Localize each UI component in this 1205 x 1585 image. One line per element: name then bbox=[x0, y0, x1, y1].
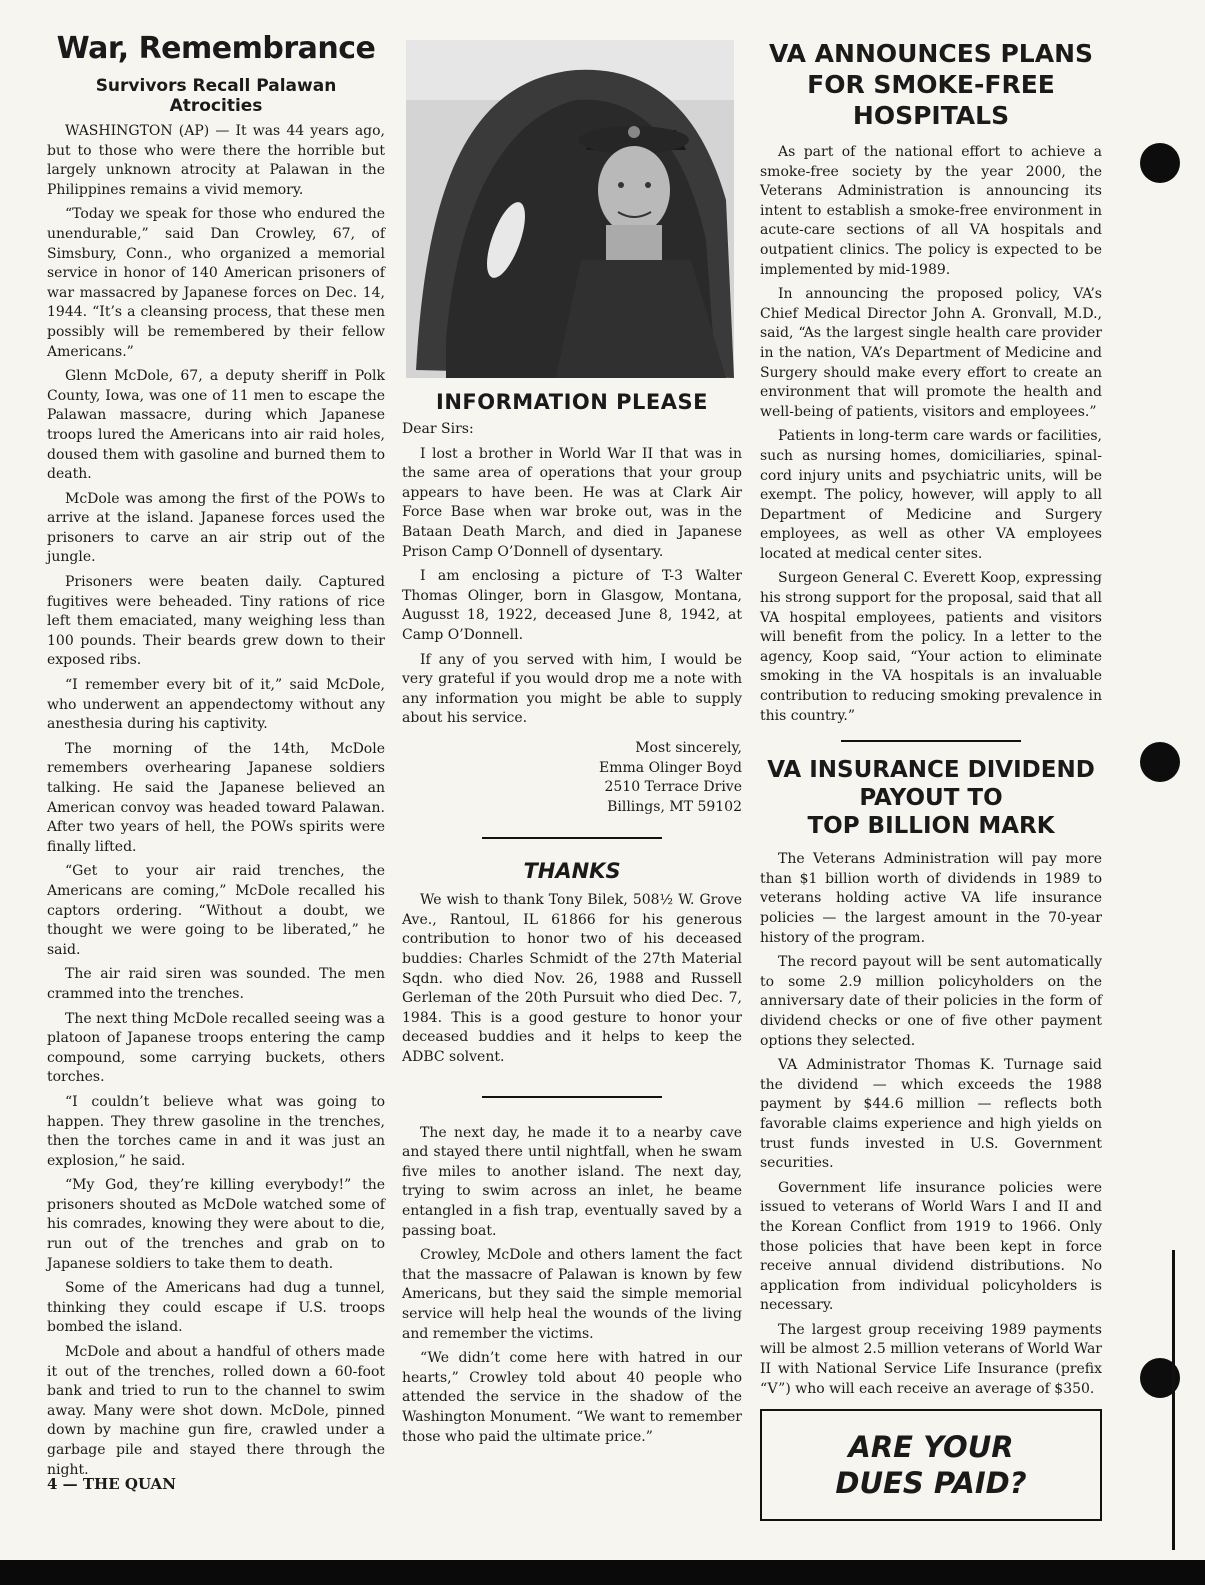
headline-insurance-dividend bbox=[760, 756, 1102, 840]
headline-thanks: THANKS bbox=[523, 859, 621, 884]
dues-line: ARE YOUR bbox=[848, 1430, 1014, 1465]
paragraph: Patients in long-term care wards or facilities, such as nursing homes, domiciliaries, spinal-cord injury units and psychiatric units, will be exempt. The policy, however, will apply to all Department of Medicine and Surgery employees, as well as other VA employees located at medical center sites. bbox=[760, 428, 1102, 562]
middle-column bbox=[402, 40, 742, 1452]
signature-closing: Most sincerely, bbox=[635, 739, 742, 756]
paragraph: McDole and about a handful of others made it out of the trenches, rolled down a 60-foot bank and tried to run to the channel to swim away. Many were shot down. McDole, pinned down by machine gun fire, crawled under a garbage pile and stayed there through the night. bbox=[47, 1344, 385, 1478]
paragraph: Prisoners were beaten daily. Captured fugitives were beheaded. Tiny rations of rice left them emaciated, many weighing less than 100 pounds. Their beards grew down to their exposed ribs. bbox=[47, 574, 385, 669]
headline-line: FOR SMOKE-FREE HOSPITALS bbox=[807, 70, 1055, 130]
paragraph: Some of the Americans had dug a tunnel, thinking they could escape if U.S. troops bombed the island. bbox=[47, 1280, 385, 1336]
continued-paragraph: “We didn’t come here with hatred in our hearts,” Crowley told about 40 people who attended the service in the shadow of the Washington Monument. “We want to remember those who paid the ultimate price.” bbox=[402, 1350, 742, 1445]
dues-line: DUES PAID? bbox=[835, 1466, 1027, 1501]
divider-rule bbox=[482, 1096, 662, 1098]
paragraph: The record payout will be sent automatically to some 2.9 million policyholders on the anniversary date of their policies in the form of dividend checks or one of five other payment options they selected. bbox=[760, 954, 1102, 1049]
headline-information-please: INFORMATION PLEASE bbox=[436, 390, 708, 414]
paragraph: The morning of the 14th, McDole remembers overhearing Japanese soldiers talking. He said the Japanese believed an American convoy was headed toward Palawan. After two years of hell, the POWs spirits were finally lifted. bbox=[47, 740, 385, 855]
headline-line: VA ANNOUNCES PLANS bbox=[768, 39, 1094, 68]
letter-paragraph: I lost a brother in World War II that was in the same area of operations that your group appears to have been. He was at Clark Air Force Base when war broke out, was in the Bataan Death March, and died in Japanese Prison Camp O’Donnell of dysentary. bbox=[402, 445, 742, 560]
paragraph: Government life insurance policies were issued to veterans of World Wars I and II and the Korean Conflict from 1919 to 1966. Only those policies that have been kept in force receive annual dividend distributions. No application from individual policyholders is necessary. bbox=[760, 1179, 1102, 1314]
signature-name: Emma Olinger Boyd bbox=[599, 759, 742, 776]
paragraph: The largest group receiving 1989 payments will be almost 2.5 million veterans of World War II with National Service Life Insurance (prefix “V”) who will each receive an average of $350. bbox=[760, 1321, 1102, 1397]
headline-line: TOP BILLION MARK bbox=[807, 813, 1055, 840]
thanks-paragraph: We wish to thank Tony Bilek, 508½ W. Grove Ave., Rantoul, IL 61866 for his generous contribution to honor two of his deceased buddies: Charles Schmidt of the 27th Material Sqdn. who died Nov. 26, 1988 and Russell Gerleman of the 20th Pursuit who died Dec. 7, 1984. This is a good gesture to honor your deceased buddies and it helps to keep the ADBC solvent. bbox=[402, 892, 742, 1066]
continued-paragraph: The next day, he made it to a nearby cave and stayed there until nightfall, when he swam five miles to another island. The next day, trying to swim across an inlet, he beame entangled in a fish trap, eventually saved by a passing boat. bbox=[402, 1124, 742, 1239]
headline-line: VA INSURANCE DIVIDEND bbox=[767, 757, 1095, 784]
divider-rule bbox=[841, 740, 1021, 742]
paragraph: As part of the national effort to achieve a smoke-free society by the year 2000, the Veterans Administration is announcing its intent to establish a smoke-free environment in acute-care sections of all VA hospitals and outpatient clinics. The policy is expected to be implemented by mid-1989. bbox=[760, 144, 1102, 278]
letter-signature bbox=[402, 739, 742, 817]
paragraph: Surgeon General C. Everett Koop, expressing his strong support for the proposal, said that all VA hospital employees, patients and visitors will benefit from the policy. In a letter to the agency, Koop said, “Your action to eliminate smoking in the VA hospitals is an invaluable contribution to reducing smoking prevalence in this country.” bbox=[760, 570, 1102, 724]
paragraph: “Today we speak for those who endured the unendurable,” said Dan Crowley, 67, of Simsbury, Conn., who organized a memorial service in honor of 140 American prisoners of war massacred by Japanese forces on Dec. 14, 1944. “It’s a cleansing process, that these men possibly will be remembered by their fellow Americans.” bbox=[47, 206, 385, 360]
soldier-photo-image bbox=[406, 40, 734, 378]
page-footer: 4 — THE QUAN bbox=[47, 1475, 176, 1493]
continued-paragraph: Crowley, McDole and others lament the fact that the massacre of Palawan is known by few Americans, but they said the simple memorial service will help heal the wounds of the living and remember the victims. bbox=[402, 1247, 742, 1342]
paragraph: “I remember every bit of it,” said McDole, who underwent an appendectomy without any anesthesia during his captivity. bbox=[47, 677, 385, 733]
paragraph: “Get to your air raid trenches, the Americans are coming,” McDole recalled his captors ordering. “Without a doubt, we thought we were going to be liberated,” he said. bbox=[47, 863, 385, 958]
paragraph: McDole was among the first of the POWs to arrive at the island. Japanese forces used the prisoners to carve an air strip out of the jungle. bbox=[47, 490, 385, 566]
letter-paragraph: If any of you served with him, I would be very grateful if you would drop me a note with any information you might be able to supply about his service. bbox=[402, 651, 742, 727]
paragraph: VA Administrator Thomas K. Turnage said the dividend — which exceeds the 1988 payment by $44.6 million — reflects both favorable claims experience and high yields on trust funds invested in U.S. Government securities. bbox=[760, 1057, 1102, 1172]
headline-war-remembrance: War, Remembrance bbox=[56, 31, 376, 66]
paragraph: The air raid siren was sounded. The men crammed into the trenches. bbox=[47, 966, 385, 1002]
binder-hole bbox=[1140, 742, 1180, 782]
letter-paragraph: I am enclosing a picture of T-3 Walter Thomas Olinger, born in Glasgow, Montana, Augusst 18, 1922, deceased June 8, 1942, at Camp O’Donnell. bbox=[402, 568, 742, 643]
paragraph: In announcing the proposed policy, VA’s Chief Medical Director John A. Gronvall, M.D., said, “As the largest single health care provider in the nation, VA’s Department of Medicine and Surgery should make every effort to create an environment that will promote the health and well-being of patients, visitors and employees.” bbox=[760, 286, 1102, 420]
dues-paid-box bbox=[760, 1409, 1102, 1521]
scan-bottom-bar bbox=[0, 1560, 1205, 1585]
headline-line: PAYOUT TO bbox=[859, 785, 1003, 812]
scan-edge-line bbox=[1172, 1250, 1175, 1550]
soldier-photo bbox=[406, 40, 734, 378]
left-column bbox=[47, 30, 385, 1485]
divider-rule bbox=[482, 837, 662, 839]
paragraph: “I couldn’t believe what was going to happen. They threw gasoline in the trenches, then the torches came in and it was just an explosion,” he said. bbox=[47, 1093, 385, 1169]
paragraph: “My God, they’re killing everybody!” the prisoners shouted as McDole watched some of his comrades, knowing they were about to die, run out of the trenches and grab on to Japanese soldiers to take them to death. bbox=[47, 1177, 385, 1272]
right-column bbox=[760, 38, 1102, 1521]
subheadline-palawan: Survivors Recall Palawan Atrocities bbox=[95, 76, 337, 116]
headline-smoke-free bbox=[760, 38, 1102, 131]
article-body-war bbox=[47, 122, 385, 1480]
paragraph: WASHINGTON (AP) — It was 44 years ago, but to those who were there the horrible but largely unknown atrocity at Palawan in the Philippines remains a vivid memory. bbox=[47, 123, 385, 198]
signature-street: 2510 Terrace Drive bbox=[604, 779, 742, 796]
paragraph: The next thing McDole recalled seeing was a platoon of Japanese troops entering the camp compound, some carrying buckets, others torches. bbox=[47, 1010, 385, 1086]
letter-salutation: Dear Sirs: bbox=[402, 421, 474, 437]
signature-city: Billings, MT 59102 bbox=[607, 798, 742, 815]
binder-hole bbox=[1140, 143, 1180, 183]
paragraph: Glenn McDole, 67, a deputy sheriff in Polk County, Iowa, was one of 11 men to escape the Palawan massacre, during which Japanese troops lured the Americans into air raid holes, doused them with gasoline and burned them to death. bbox=[47, 368, 385, 483]
paragraph: The Veterans Administration will pay more than $1 billion worth of dividends in 1989 to veterans holding active VA life insurance policies — the largest amount in the 70-year history of the program. bbox=[760, 851, 1102, 946]
